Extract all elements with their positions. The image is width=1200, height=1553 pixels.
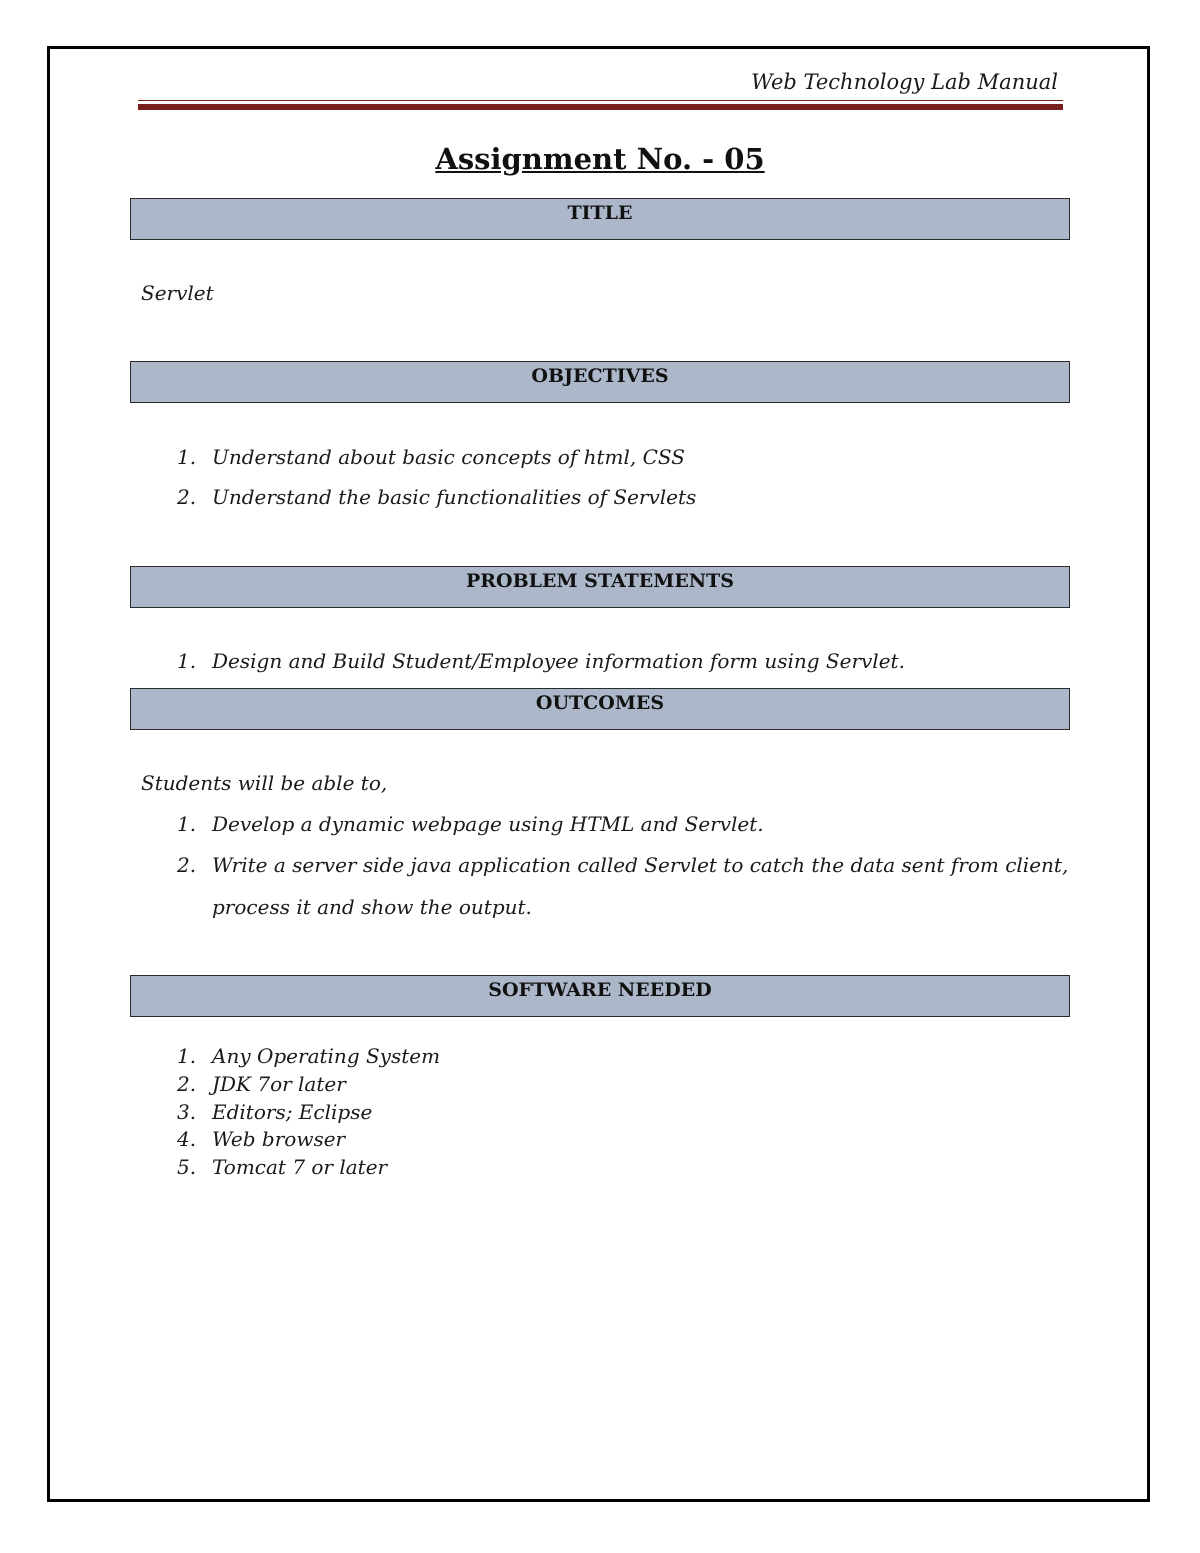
list-text: Develop a dynamic webpage using HTML and Servlet. [212, 812, 764, 836]
section-heading-outcomes: OUTCOMES [130, 688, 1070, 730]
list-item [177, 436, 685, 478]
list-number: 1. [177, 812, 197, 836]
list-text: Web browser [212, 1127, 346, 1151]
list-text: Understand the basic functionalities of Servlets [212, 485, 697, 509]
list-item [177, 476, 696, 518]
title-text: Servlet [141, 281, 214, 305]
list-text: Editors; Eclipse [212, 1100, 373, 1124]
list-item [177, 1098, 372, 1126]
header-rule-thin [138, 100, 1063, 101]
list-number: 2. [177, 485, 197, 509]
list-number: 5. [177, 1155, 197, 1179]
list-item [177, 803, 764, 845]
section-heading-problem-statements: PROBLEM STATEMENTS [130, 566, 1070, 608]
list-item [177, 1070, 346, 1098]
page-title: Assignment No. - 05 [435, 142, 765, 176]
list-item [177, 640, 905, 682]
list-number: 2. [177, 853, 197, 877]
list-number: 4. [177, 1127, 197, 1151]
list-number: 1. [177, 1044, 197, 1068]
list-item [177, 1125, 345, 1153]
list-number: 3. [177, 1100, 197, 1124]
list-text: Tomcat 7 or later [212, 1155, 388, 1179]
running-header: Web Technology Lab Manual [751, 70, 1058, 94]
outcomes-intro: Students will be able to, [141, 771, 388, 795]
list-text: Understand about basic concepts of html, CSS [212, 445, 685, 469]
list-text: Any Operating System [212, 1044, 441, 1068]
list-item [177, 1153, 387, 1181]
list-text-continuation: process it and show the output. [212, 895, 532, 919]
section-heading-software-needed: SOFTWARE NEEDED [130, 975, 1070, 1017]
list-item [177, 1042, 440, 1070]
header-rule-thick [138, 104, 1063, 110]
list-number: 1. [177, 445, 197, 469]
section-heading-objectives: OBJECTIVES [130, 361, 1070, 403]
list-item [177, 844, 1068, 886]
list-number: 1. [177, 649, 197, 673]
list-text: Write a server side java application called Servlet to catch the data sent from client, [212, 853, 1069, 877]
list-text: Design and Build Student/Employee information form using Servlet. [212, 649, 905, 673]
section-heading-title: TITLE [130, 198, 1070, 240]
list-number: 2. [177, 1072, 197, 1096]
list-text: JDK 7or later [212, 1072, 346, 1096]
